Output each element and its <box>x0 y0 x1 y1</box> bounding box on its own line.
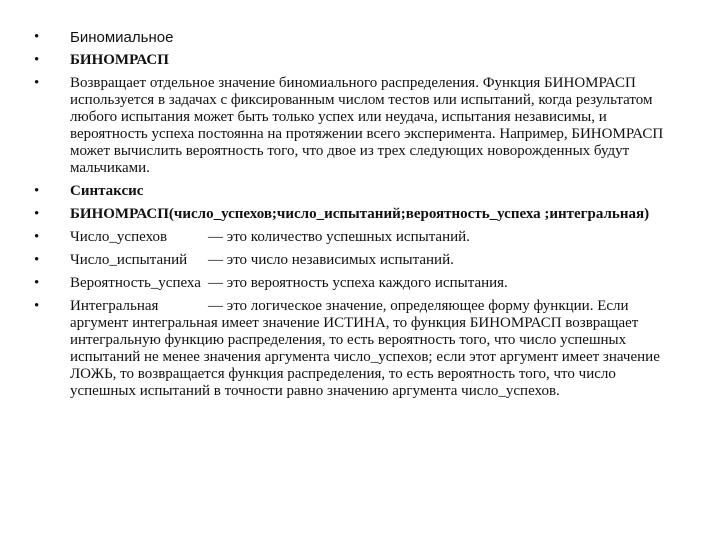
bullet-item-description <box>34 75 674 177</box>
bullet-text <box>70 298 674 400</box>
bullet-item-arg-probability <box>34 275 674 292</box>
argument-name: Вероятность_успеха <box>70 275 201 291</box>
bullet-dot-icon: • <box>34 229 40 245</box>
bullet-dot-icon: • <box>34 275 40 291</box>
bullet-dot-icon: • <box>34 206 40 222</box>
argument-description: — это логическое значение, определяющее форму функции. Если аргумент интегральная имеет значение ИСТИНА, то функция БИНОМРАСП возвращает интегральную функцию распределения, то есть вероятность того, что число успешных испытаний не менее значения аргумента число_успехов; если этот аргумент имеет значение ЛОЖЬ, то возвращается функция распределения, то есть вероятность того, что число успешных испытаний в точности равно значению аргумента число_успехов. <box>70 298 664 399</box>
bullet-text <box>70 229 674 246</box>
argument-name: Интегральная <box>70 298 159 314</box>
bullet-dot-icon: • <box>34 75 40 91</box>
argument-name: Число_успехов <box>70 229 168 245</box>
bullet-dot-icon: • <box>34 29 40 45</box>
bullet-text: БИНОМРАСП <box>70 52 169 68</box>
argument-description: — это количество успешных испытаний. <box>208 229 470 245</box>
bullet-item-arg-successes <box>34 229 674 246</box>
bullet-item-arg-trials <box>34 252 674 269</box>
bullet-item-title <box>34 29 674 46</box>
argument-description: — это число независимых испытаний. <box>208 252 454 268</box>
bullet-item-arg-cumulative <box>34 298 674 400</box>
bullet-dot-icon: • <box>34 183 40 199</box>
bullet-text <box>70 275 674 292</box>
bullet-text <box>70 252 674 269</box>
argument-description: — это вероятность успеха каждого испытания. <box>208 275 508 291</box>
bullet-text: Возвращает отдельное значение биномиального распределения. Функция БИНОМРАСП используется в задачах с фиксированным числом тестов или испытаний, когда результатом любого испытания может быть только успех или неудача, испытания независимы, и вероятность успеха постоянна на протяжении всего эксперимента. Например, БИНОМРАСП может вычислить вероятность того, что двое из трех следующих новорожденных будут мальчиками. <box>70 75 667 176</box>
bullet-text: Синтаксис <box>70 183 144 199</box>
bullet-dot-icon: • <box>34 252 40 268</box>
bullet-text: БИНОМРАСП(число_успехов;число_испытаний;вероятность_успеха ;интегральная) <box>70 206 650 222</box>
bullet-item-syntax <box>34 206 674 223</box>
bullet-dot-icon: • <box>34 52 40 68</box>
argument-name: Число_испытаний <box>70 252 188 268</box>
bullet-list <box>34 29 674 406</box>
bullet-text: Биномиальное <box>70 29 174 46</box>
bullet-dot-icon: • <box>34 298 40 314</box>
bullet-item-function-name <box>34 52 674 69</box>
bullet-item-syntax-heading <box>34 183 674 200</box>
